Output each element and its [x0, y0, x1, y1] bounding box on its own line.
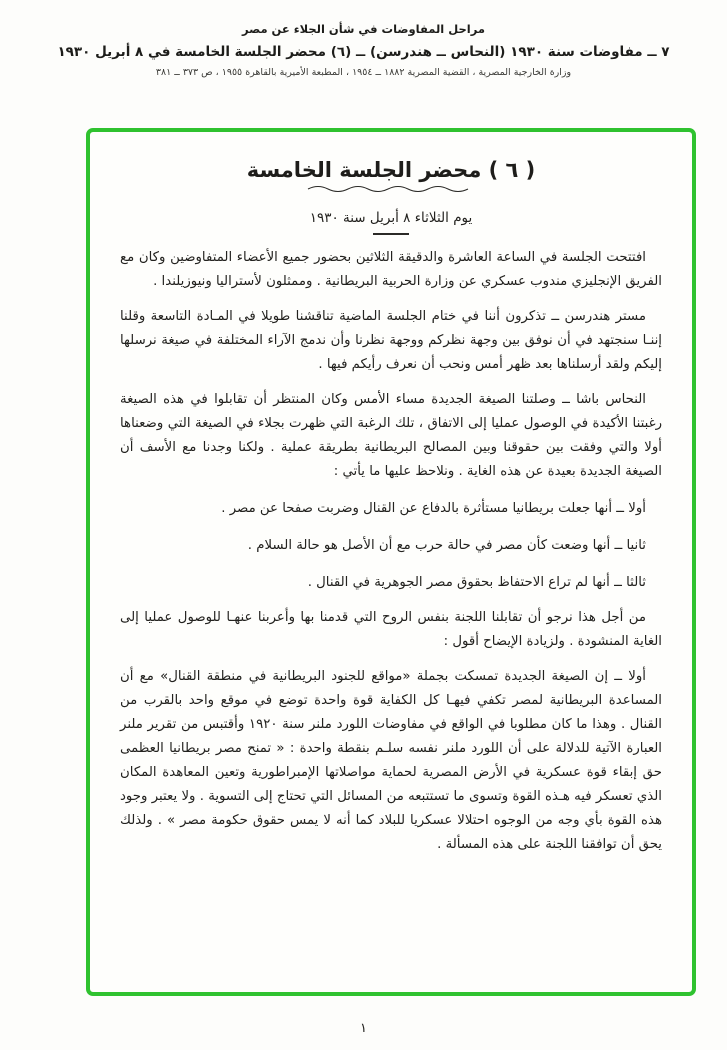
header-source-citation: وزارة الخارجية المصرية ، القضية المصرية ١٨٨٢ ــ ١٩٥٤ ، المطبعة الأميرية بالقاهرة ١٩٥٥ ، ص ٣٧٣ ــ ٣٨١	[155, 67, 572, 78]
list-item-first: أولا ــ أنها جعلت بريطانيا مستأثرة بالدفاع عن القنال وضربت صفحا عن مصر .	[221, 501, 646, 516]
paragraph-request: من أجل هذا نرجو أن تقابلنا اللجنة بنفس الروح التي قدمنا بها وأعربنا عنهـا للوصول عمليا إلى الغاية المنشودة . ولزيادة الإيضاح أقول :	[120, 610, 662, 649]
paragraph-opening: افتتحت الجلسة في الساعة العاشرة والدقيقة الثلاثين بحضور جميع الأعضاء المتفاوضين وكان مع الفريق الإنجليزي مندوب عسكري عن وزارة الحربية البريطانية . وممثلون لأستراليا ونيوزيلندا .	[120, 250, 662, 289]
list-item-third: ثالثا ــ أنها لم تراع الاحتفاظ بحقوق مصر الجوهرية في القنال .	[307, 575, 646, 590]
paragraph-explanation: أولا ــ إن الصيغة الجديدة تمسكت بجملة «مواقع للجنود البريطانية في منطقة القنال» مع أن المساعدة البريطانية لمصر تكفي فيهـا كل الكفاية قوة واحدة توضع في موقع واحد بالقرب من القنال . وهذا ما كان مطلوبا في الواقع في مفاوضات اللورد ملنر سنة ١٩٢٠ وأقتبس من تقرير ملنر العبارة الآتية للدلالة على أن اللورد ملنر نفسه سلـم بنقطة واحدة : « تمنح مصر بريطانيا العظمى حق إبقاء قوة عسكرية في الأرض المصرية لحماية مواصلاتها الإمبراطورية وتعين المعاهدة المكان الذي تعسكر فيه هـذه القوة وتسوى ما تستتبعه من المسائل التي تحتاج إلى التسوية . ولا يعتبر وجود هذه القوة بأي وجه من الوجوه احتلالا عسكريا للبلاد كما أنه لا يمس حقوق حكومة مصر » . ولذلك يحق أن توافقنا اللجنة على هذه المسألة .	[120, 669, 662, 852]
session-date: يوم الثلاثاء ٨ أبريل سنة ١٩٣٠	[309, 210, 473, 226]
page-number: ١	[360, 1021, 367, 1036]
header-session-line: ٧ ــ مفاوضات سنة ١٩٣٠ (النحاس ــ هندرسن) ــ (٦) محضر الجلسة الخامسة في ٨ أبريل ١٩٣٠	[57, 44, 670, 60]
green-highlight-frame	[86, 128, 696, 996]
session-title: ( ٦ ) محضر الجلسة الخامسة	[246, 158, 536, 182]
paragraph-henderson: مستر هندرسن ــ تذكرون أننا في ختام الجلسة الماضية تناقشنا طويلا في المـادة التاسعة وقلنا إننـا سنجتهد في أن نوفق بين وجهة نظركم ووجهة نظرنا وأن ندمج الآراء المختلفة في صيغة نرسلها إليكم ولقد أرسلناها بعد ظهر أمس ونحب أن نعرف رأيكم فيها .	[120, 309, 662, 372]
list-item-second: ثانيا ــ أنها وضعت كأن مصر في حالة حرب مع أن الأصل هو حالة السلام .	[247, 538, 646, 553]
page-header	[0, 0, 727, 78]
title-underline-squiggle	[306, 184, 476, 192]
date-underline	[373, 233, 409, 235]
paragraph-nahhas: النحاس باشا ــ وصلتنا الصيغة الجديدة مساء الأمس وكان المنتظر أن تقابلوا في هذه الصيغة رغبتنا الأكيدة في الوصول عمليا إلى الاتفاق ، تلك الرغبة التي ظهرت بجلاء في الصيغة التي وضعناها أولا والتي وفقت بين حقوقنا وبين المصالح البريطانية بطريقة عملية . ولكنا وجدنا مع الأسف أن الصيغة الجديدة بعيدة عن هذه الغاية . ونلاحظ عليها ما يأتي :	[120, 392, 662, 479]
header-series-title: مراحل المفاوضات في شأن الجلاء عن مصر	[241, 22, 486, 36]
